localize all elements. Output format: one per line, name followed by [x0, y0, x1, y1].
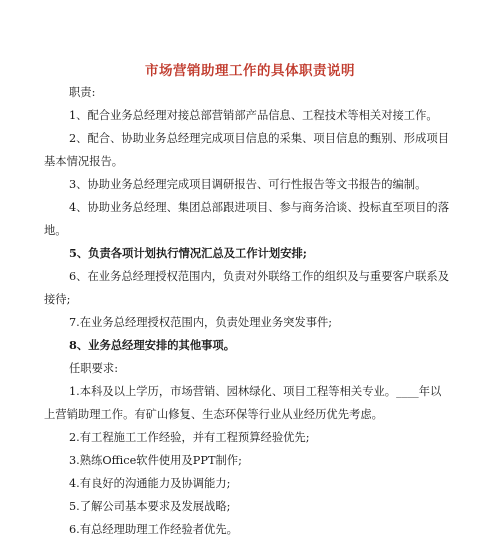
body-line: 职责:: [69, 86, 96, 99]
body-line: 3、协助业务总经理完成项目调研报告、可行性报告等文书报告的编制。: [69, 178, 427, 191]
body-line: 3.熟练Office软件使用及PPT制作;: [69, 454, 242, 467]
body-line: 6.有总经理助理工作经验者优先。: [69, 523, 238, 536]
document-body: [44, 81, 460, 541]
body-line: 1.本科及以上学历，市场营销、园林绿化、项目工程等相关专业。____年以: [69, 385, 442, 398]
body-line: 上营销助理工作。有矿山修复、生态环保等行业从业经历优先考虑。: [44, 408, 383, 421]
body-line: 7.在业务总经理授权范围内，负责处理业务突发事件;: [69, 316, 333, 329]
document-title: 市场营销助理工作的具体职责说明: [145, 63, 355, 79]
body-line: 8、业务总经理安排的其他事项。: [69, 338, 236, 352]
body-line: 2、配合、协助业务总经理完成项目信息的采集、项目信息的甄别、形成项目: [69, 132, 449, 145]
body-line: 5、负责各项计划执行情况汇总及工作计划安排;: [69, 246, 307, 260]
body-line: 4.有良好的沟通能力及协调能力;: [69, 477, 231, 490]
body-line: 任职要求:: [69, 362, 118, 375]
body-line: 5.了解公司基本要求及发展战略;: [69, 500, 231, 513]
body-line: 4、协助业务总经理、集团总部跟进项目、参与商务洽谈、投标直至项目的落: [69, 201, 449, 214]
body-line: 6、在业务总经理授权范围内，负责对外联络工作的组织及与重要客户联系及: [69, 270, 449, 283]
body-line: 2.有工程施工工作经验，并有工程预算经验优先;: [69, 431, 310, 444]
body-line: 1、配合业务总经理对接总部营销部产品信息、工程技术等相关对接工作。: [69, 109, 438, 122]
body-line: 接待;: [44, 293, 71, 306]
body-line: 地。: [44, 224, 67, 237]
body-line: 基本情况报告。: [44, 155, 124, 168]
